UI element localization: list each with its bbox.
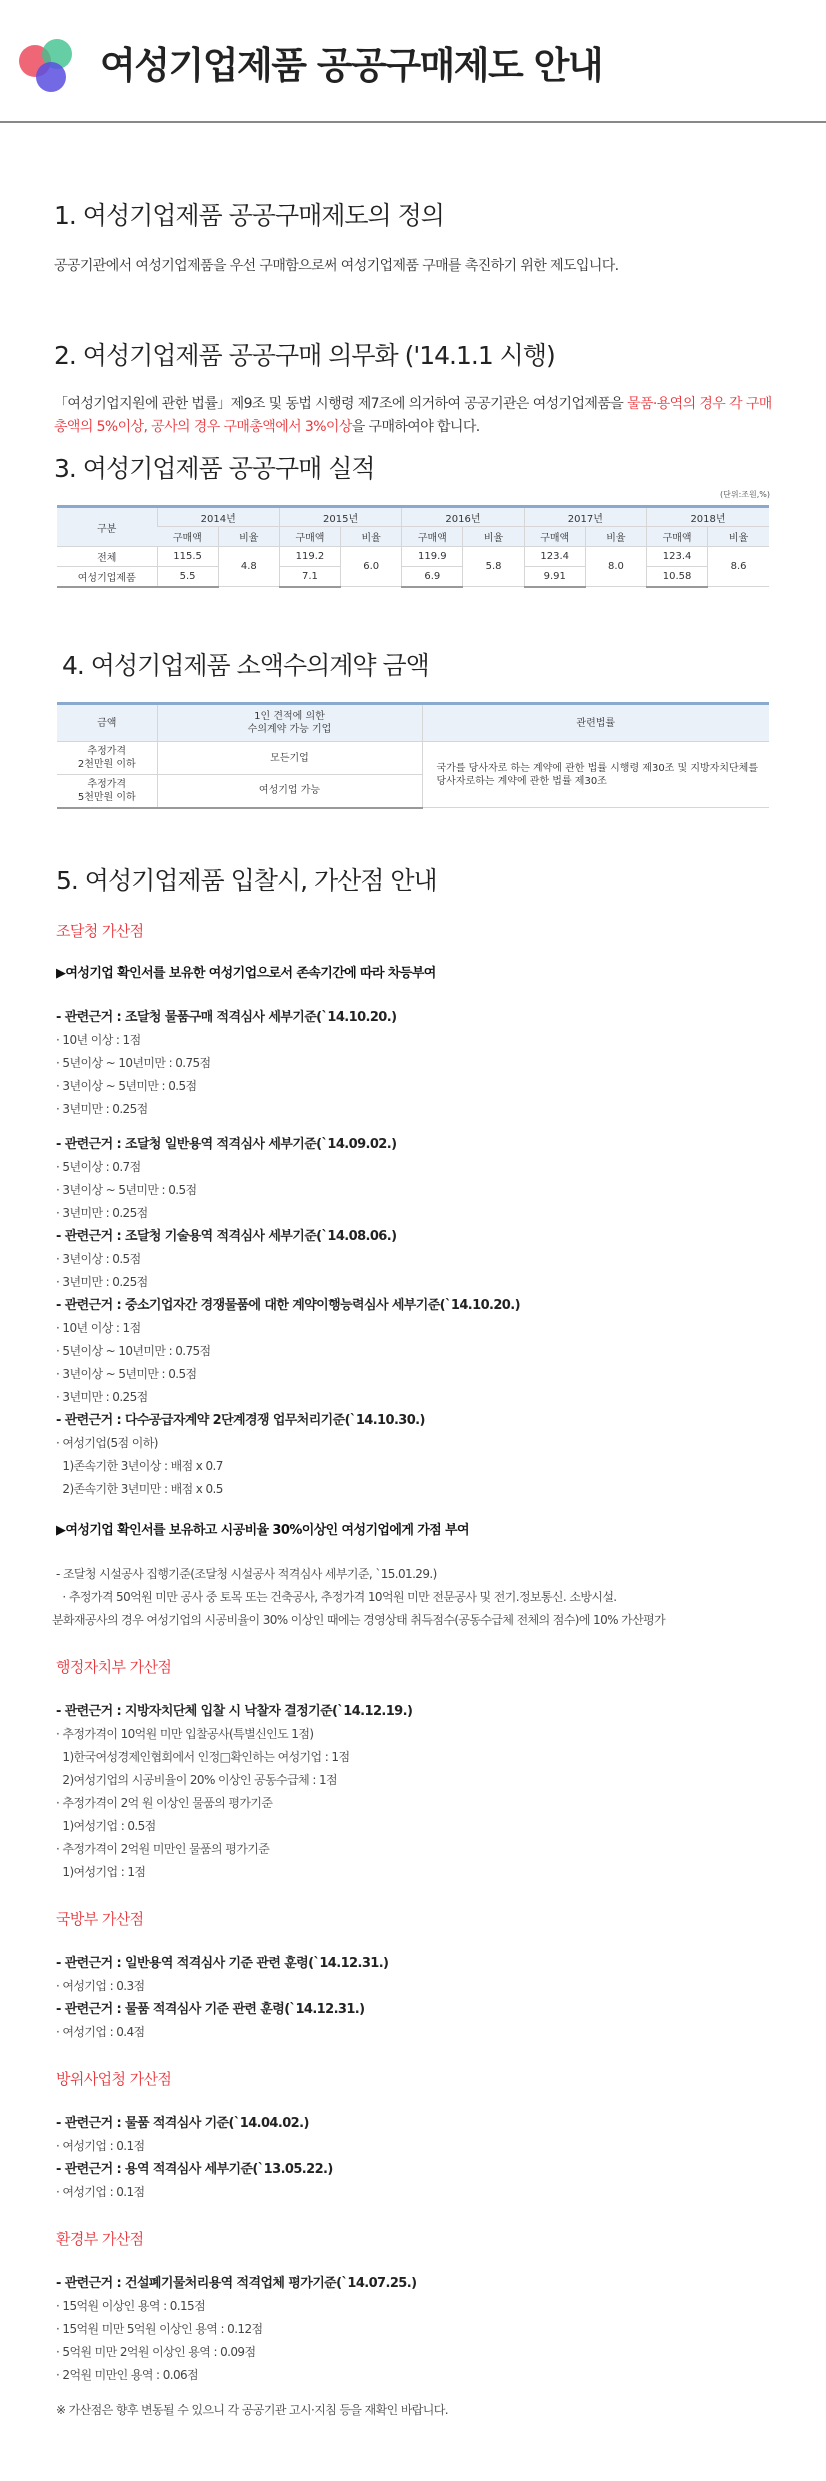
law-line1: 국가를 당사자로 하는 계약에 관한 법률 시행령 제30조 및 지방자치단체를 xyxy=(436,762,758,774)
ratio-cell: 5.8 xyxy=(463,547,524,587)
ratio-cell: 4.8 xyxy=(218,547,279,587)
list-item: 2)존속기한 3년미만 : 배점 x 0.5 xyxy=(56,1482,223,1496)
logo-circles-icon xyxy=(18,37,76,95)
list-item: 1)존속기한 3년이상 : 배점 x 0.7 xyxy=(56,1459,223,1473)
list-item: · 15억원 미만 5억원 이상인 용역 : 0.12점 xyxy=(56,2322,263,2336)
cell: 123.4 xyxy=(647,547,708,567)
who-cell: 모든기업 xyxy=(157,742,422,775)
section-3-title: 3. 여성기업제품 공공구매 실적 xyxy=(54,454,375,483)
section-2-text-b: 을 구매하여야 합니다. xyxy=(351,419,480,435)
col-amount: 금액 xyxy=(57,704,157,742)
contract-table xyxy=(57,702,769,809)
cell: 9.91 xyxy=(524,567,585,587)
ratio-cell: 8.0 xyxy=(585,547,646,587)
basis: - 관련근거 : 용역 적격심사 세부기준(`13.05.22.) xyxy=(56,2162,333,2177)
list-item: 1)한국여성경제인협회에서 인정□확인하는 여성기업 : 1점 xyxy=(56,1750,350,1764)
year-header: 2017년 xyxy=(524,507,646,527)
col-law: 관련법률 xyxy=(422,704,769,742)
list-item: - 조달청 시설공사 집행기준(조달청 시설공사 적격심사 세부기준, `15.01.29.) xyxy=(56,1567,437,1581)
cell: 119.2 xyxy=(279,547,340,567)
mnd-label: 국방부 가산점 xyxy=(56,1910,144,1928)
list-item: · 추정가격이 2억원 미만인 물품의 평가기준 xyxy=(56,1842,270,1856)
cell: 119.9 xyxy=(402,547,463,567)
amount-line2: 2천만원 이하 xyxy=(77,759,136,770)
list-item: · 15억원 이상인 용역 : 0.15점 xyxy=(56,2299,206,2313)
amount-line2: 5천만원 이하 xyxy=(77,791,136,803)
list-item: · 여성기업 : 0.1점 xyxy=(56,2185,145,2199)
list-item: · 추정가격이 2억 원 이상인 물품의 평가기준 xyxy=(56,1796,273,1810)
pps-label: 조달청 가산점 xyxy=(56,922,144,940)
cell: 123.4 xyxy=(524,547,585,567)
list-item: · 3년이상 : 0.5점 xyxy=(56,1252,141,1266)
ratio-cell: 6.0 xyxy=(341,547,402,587)
table-row xyxy=(57,547,769,567)
table-row xyxy=(57,742,769,775)
year-header: 2018년 xyxy=(647,507,770,527)
section-2-text-a: 「여성기업지원에 관한 법률」제9조 및 동법 시행령 제7조에 의거하여 공공기관은 여성기업제품을 xyxy=(54,396,628,412)
law-cell xyxy=(422,742,769,808)
col-possible-line1: 1인 견적에 의한 xyxy=(254,711,325,722)
basis: - 관련근거 : 조달청 일반용역 적격심사 세부기준(`14.09.02.) xyxy=(56,1137,397,1152)
list-item: · 여성기업 : 0.3점 xyxy=(56,1979,145,1993)
amount-line1: 추정가격 xyxy=(87,746,127,757)
row-label: 전체 xyxy=(57,547,157,567)
basis: - 관련근거 : 건설폐기물처리용역 적격업체 평가기준(`14.07.25.) xyxy=(56,2276,417,2291)
basis: - 관련근거 : 중소기업자간 경쟁물품에 대한 계약이행능력심사 세부기준(`14.10.20.) xyxy=(56,1298,520,1313)
cell: 5.5 xyxy=(157,567,218,587)
list-item: · 여성기업(5점 이하) xyxy=(56,1436,158,1450)
list-item: · 3년미만 : 0.25점 xyxy=(56,1275,148,1289)
amount-cell xyxy=(57,775,157,808)
basis: - 관련근거 : 일반용역 적격심사 기준 관련 훈령(`14.12.31.) xyxy=(56,1956,389,1971)
sub-ratio: 비율 xyxy=(463,527,524,547)
list-item: 분화재공사의 경우 여성기업의 시공비율이 30% 이상인 때에는 경영상태 취득점수(공동수급체 전체의 점수)에 10% 가산평가 xyxy=(52,1613,666,1627)
dapa-label: 방위사업청 가산점 xyxy=(56,2070,172,2088)
sub-amount: 구매액 xyxy=(647,527,708,547)
footnote: ※ 가산점은 향후 변동될 수 있으니 각 공공기관 고시·지침 등을 재확인 바랍니다. xyxy=(56,2403,448,2417)
pps-headline-1: ▶여성기업 확인서를 보유한 여성기업으로서 존속기간에 따라 차등부여 xyxy=(56,966,436,981)
sub-ratio: 비율 xyxy=(708,527,769,547)
list-item: · 3년미만 : 0.25점 xyxy=(56,1102,148,1116)
year-header: 2015년 xyxy=(279,507,401,527)
cell: 10.58 xyxy=(647,567,708,587)
section-4-title: 4. 여성기업제품 소액수의계약 금액 xyxy=(62,651,429,680)
basis: - 관련근거 : 조달청 물품구매 적격심사 세부기준(`14.10.20.) xyxy=(56,1010,397,1025)
sub-ratio: 비율 xyxy=(585,527,646,547)
list-item: · 5년이상 ~ 10년미만 : 0.75점 xyxy=(56,1344,211,1358)
list-item: · 3년이상 ~ 5년미만 : 0.5점 xyxy=(56,1367,197,1381)
year-header: 2016년 xyxy=(402,507,524,527)
amount-line1: 추정가격 xyxy=(87,778,127,790)
list-item: · 3년이상 ~ 5년미만 : 0.5점 xyxy=(56,1079,197,1093)
cell: 7.1 xyxy=(279,567,340,587)
moi-label: 행정자치부 가산점 xyxy=(56,1658,172,1676)
sub-ratio: 비율 xyxy=(218,527,279,547)
basis: - 관련근거 : 물품 적격심사 기준(`14.04.02.) xyxy=(56,2116,309,2131)
list-item: · 여성기업 : 0.4점 xyxy=(56,2025,145,2039)
basis: - 관련근거 : 다수공급자계약 2단계경쟁 업무처리기준(`14.10.30.) xyxy=(56,1413,425,1428)
list-item: 1)여성기업 : 1점 xyxy=(56,1865,146,1879)
list-item: 2)여성기업의 시공비율이 20% 이상인 공동수급체 : 1점 xyxy=(56,1773,338,1787)
section-5-title: 5. 여성기업제품 입찰시, 가산점 안내 xyxy=(56,866,437,895)
list-item: · 3년미만 : 0.25점 xyxy=(56,1390,148,1404)
unit-label: (단위:조원,%) xyxy=(720,490,770,499)
list-item: · 2억원 미만인 용역 : 0.06점 xyxy=(56,2368,199,2382)
sub-amount: 구매액 xyxy=(524,527,585,547)
list-item: · 5억원 미만 2억원 이상인 용역 : 0.09점 xyxy=(56,2345,256,2359)
cell: 6.9 xyxy=(402,567,463,587)
pps-headline-2: ▶여성기업 확인서를 보유하고 시공비율 30%이상인 여성기업에게 가점 부여 xyxy=(56,1523,469,1538)
law-line2: 당사자로하는 계약에 관한 법률 제30조 xyxy=(436,775,607,787)
sub-amount: 구매액 xyxy=(279,527,340,547)
purchase-table xyxy=(57,505,769,588)
sub-ratio: 비율 xyxy=(341,527,402,547)
row-label: 여성기업제품 xyxy=(57,567,157,587)
table-row xyxy=(57,567,769,587)
who-cell: 여성기업 가능 xyxy=(157,775,422,808)
list-item: 1)여성기업 : 0.5점 xyxy=(56,1819,156,1833)
list-item: · 10년 이상 : 1점 xyxy=(56,1321,141,1335)
cell: 115.5 xyxy=(157,547,218,567)
list-item: · 추정가격 50억원 미만 공사 중 토목 또는 건축공사, 추정가격 10억원 미만 전문공사 및 전기.정보통신. 소방시설. xyxy=(56,1590,617,1604)
section-2-red-text: 물품·용역의 경우 각 구매 총액의 5%이상, 공사의 경우 구매총액에서 3%이상 xyxy=(54,396,772,435)
list-item: · 5년이상 ~ 10년미만 : 0.75점 xyxy=(56,1056,211,1070)
list-item: · 추정가격이 10억원 미만 입찰공사(특별신인도 1점) xyxy=(56,1727,314,1741)
me-label: 환경부 가산점 xyxy=(56,2230,144,2248)
basis: - 관련근거 : 조달청 기술용역 적격심사 세부기준(`14.08.06.) xyxy=(56,1229,397,1244)
sub-amount: 구매액 xyxy=(157,527,218,547)
page-header xyxy=(0,0,826,123)
list-item: · 10년 이상 : 1점 xyxy=(56,1033,141,1047)
section-5-body xyxy=(52,920,796,2422)
col-gubun: 구분 xyxy=(57,507,157,547)
basis: - 관련근거 : 물품 적격심사 기준 관련 훈령(`14.12.31.) xyxy=(56,2002,365,2017)
ratio-cell: 8.6 xyxy=(708,547,769,587)
col-possible-line2: 수의계약 가능 기업 xyxy=(247,724,332,735)
basis: - 관련근거 : 지방자치단체 입찰 시 낙찰자 결정기준(`14.12.19.) xyxy=(56,1704,413,1719)
section-1-text: 공공기관에서 여성기업제품을 우선 구매함으로써 여성기업제품 구매를 촉진하기 위한 제도입니다. xyxy=(54,258,619,274)
section-2-title: 2. 여성기업제품 공공구매 의무화 ('14.1.1 시행) xyxy=(54,341,555,370)
col-possible xyxy=(157,704,422,742)
page-title: 여성기업제품 공공구매제도 안내 xyxy=(100,44,603,87)
list-item: · 3년미만 : 0.25점 xyxy=(56,1206,148,1220)
section-2-text xyxy=(54,393,784,439)
list-item: · 5년이상 : 0.7점 xyxy=(56,1160,141,1174)
amount-cell xyxy=(57,742,157,775)
section-1-title: 1. 여성기업제품 공공구매제도의 정의 xyxy=(54,201,444,230)
sub-amount: 구매액 xyxy=(402,527,463,547)
year-header: 2014년 xyxy=(157,507,279,527)
list-item: · 3년이상 ~ 5년미만 : 0.5점 xyxy=(56,1183,197,1197)
list-item: · 여성기업 : 0.1점 xyxy=(56,2139,145,2153)
